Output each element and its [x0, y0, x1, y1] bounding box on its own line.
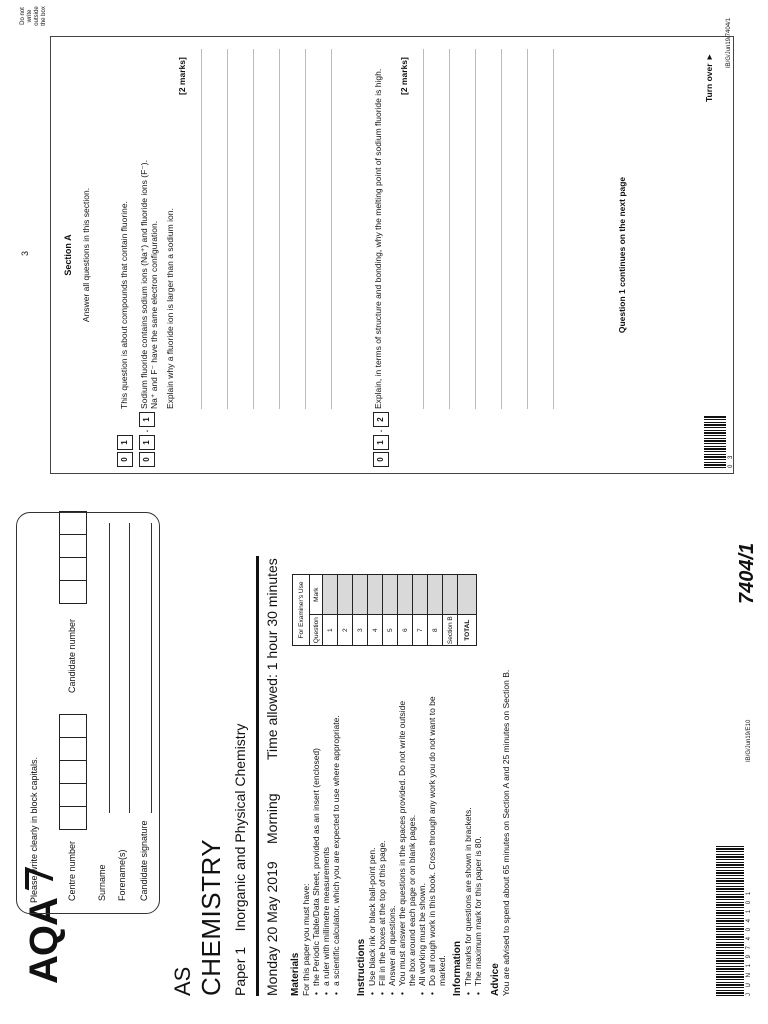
answer-line[interactable] — [475, 49, 476, 409]
q012-text: Explain, in terms of structure and bonding, why the melting point of sodium fluoride is high. — [373, 68, 383, 409]
capitals-note: Please write clearly in block capitals. — [29, 756, 39, 903]
page-job-code: IB/G/Jun19/7404/1 — [726, 17, 732, 68]
list-item: • The maximum mark for this paper is 80. — [473, 696, 483, 986]
centre-number-label: Centre number — [67, 840, 77, 901]
answer-line[interactable] — [201, 49, 202, 409]
signature-label: Candidate signature — [139, 820, 149, 901]
question-number-01: 0 1 — [117, 433, 133, 467]
list-item: • Use black ink or black ball-point pen. — [367, 696, 377, 986]
list-item: • Answer all questions. — [387, 696, 397, 986]
paper-code: 7404/1 — [736, 542, 758, 604]
list-item: • Fill in the boxes at the top of this page. — [377, 696, 387, 986]
answer-line[interactable] — [279, 49, 280, 409]
answer-line[interactable] — [527, 49, 528, 409]
materials-list — [311, 696, 341, 996]
answer-line[interactable] — [331, 49, 332, 409]
candidate-details-box — [16, 512, 160, 914]
answer-line[interactable] — [449, 49, 450, 409]
examiner-col-mark: Mark — [310, 575, 323, 615]
centre-number-boxes[interactable] — [59, 714, 87, 829]
subject-title: CHEMISTRY — [196, 838, 226, 996]
exam-session: Morning — [264, 793, 280, 844]
surname-label: Surname — [97, 864, 107, 901]
list-item: • a scientific calculator, which you are expected to use where appropriate. — [331, 696, 341, 986]
list-item: • Do all rough work in this book. Cross through any work you do not want to be marked. — [427, 696, 447, 986]
signature-field[interactable] — [151, 523, 152, 813]
q011-text-2: Na⁺ and F⁻ have the same electron configuration. — [149, 220, 159, 409]
forenames-label: Forename(s) — [117, 849, 127, 901]
information-heading: Information — [452, 941, 463, 996]
exam-date: Monday 20 May 2019 — [264, 861, 280, 996]
candidate-number-label: Candidate number — [67, 618, 77, 693]
answer-line[interactable] — [253, 49, 254, 409]
information-section — [452, 696, 483, 996]
instructions-section — [356, 696, 447, 996]
examiner-table-title: For Examiner's Use — [293, 575, 310, 646]
examiners-use-table — [292, 574, 477, 646]
materials-heading: Materials — [290, 952, 301, 996]
materials-intro: For this paper you must have: — [301, 883, 311, 996]
answer-line[interactable] — [501, 49, 502, 409]
cover-page — [0, 512, 768, 1024]
cover-barcode-text: J U N 1 9 7 4 0 4 1 0 1 — [746, 889, 752, 996]
list-item: • a ruler with millimetre measurements — [321, 696, 331, 986]
advice-section — [490, 596, 511, 996]
table-row: 1 — [323, 575, 338, 646]
examiner-col-question: Question — [310, 615, 323, 646]
list-item: • the Periodic Table/Data Sheet, provided as an insert (enclosed) — [311, 696, 321, 986]
time-allowed: Time allowed: 1 hour 30 minutes — [264, 558, 280, 760]
table-row: TOTAL — [458, 575, 477, 646]
list-item: • All working must be shown. — [417, 696, 427, 986]
aqa-logo: AQA — [22, 872, 67, 984]
table-row: 2 — [338, 575, 353, 646]
answer-line[interactable] — [423, 49, 424, 409]
answer-line[interactable] — [553, 49, 554, 409]
table-row: 4 — [368, 575, 383, 646]
q011-marks: [2 marks] — [177, 57, 187, 95]
answer-line[interactable] — [305, 49, 306, 409]
table-row: 8 — [428, 575, 443, 646]
advice-heading: Advice — [490, 963, 501, 996]
page-barcode-text: 0 3 — [728, 453, 734, 468]
page-barcode — [704, 416, 726, 468]
table-row: 7 — [413, 575, 428, 646]
do-not-write-note: Do not write outside the box — [20, 6, 47, 26]
question-number-012: 0 1 . 2 — [373, 410, 389, 467]
continues-note: Question 1 continues on the next page — [617, 176, 627, 334]
q011-text-3: Explain why a fluoride ion is larger than a sodium ion. — [165, 208, 175, 409]
q012-marks: [2 marks] — [399, 57, 409, 95]
page-number: 3 — [20, 250, 30, 256]
turn-over: Turn over ► — [704, 52, 714, 102]
materials-section — [290, 696, 341, 996]
level-title: AS — [170, 966, 195, 996]
cover-job-code: IB/G/Jun19/E10 — [746, 719, 752, 762]
table-row: 5 — [383, 575, 398, 646]
advice-text: You are advised to spend about 65 minutes on Section A and 25 minutes on Section B. — [501, 669, 511, 996]
forenames-field[interactable] — [129, 523, 130, 813]
list-item: • You must answer the questions in the spaces provided. Do not write outside the box around each page or on blank pages. — [397, 696, 417, 986]
answer-page-frame — [50, 36, 734, 474]
q011-text-1: Sodium fluoride contains sodium ions (Na⁺) and fluoride ions (F⁻). — [139, 160, 149, 409]
answer-line[interactable] — [227, 49, 228, 409]
table-row: Section B — [443, 575, 458, 646]
instructions-list — [367, 696, 447, 996]
q01-text: This question is about compounds that contain fluorine. — [119, 201, 129, 409]
candidate-number-boxes[interactable] — [59, 511, 87, 603]
surname-field[interactable] — [109, 523, 110, 813]
top-rule — [256, 556, 259, 996]
information-list — [463, 696, 483, 996]
cover-barcode — [716, 846, 744, 996]
paper-title: Paper 1 Inorganic and Physical Chemistry — [232, 723, 248, 996]
question-number-011: 0 1 . 1 — [139, 410, 155, 467]
instructions-heading: Instructions — [356, 938, 367, 996]
section-instruction: Answer all questions in this section. — [81, 187, 91, 323]
list-item: • The marks for questions are shown in brackets. — [463, 696, 473, 986]
table-row: 6 — [398, 575, 413, 646]
section-title: Section A — [63, 234, 73, 276]
table-row: 3 — [353, 575, 368, 646]
